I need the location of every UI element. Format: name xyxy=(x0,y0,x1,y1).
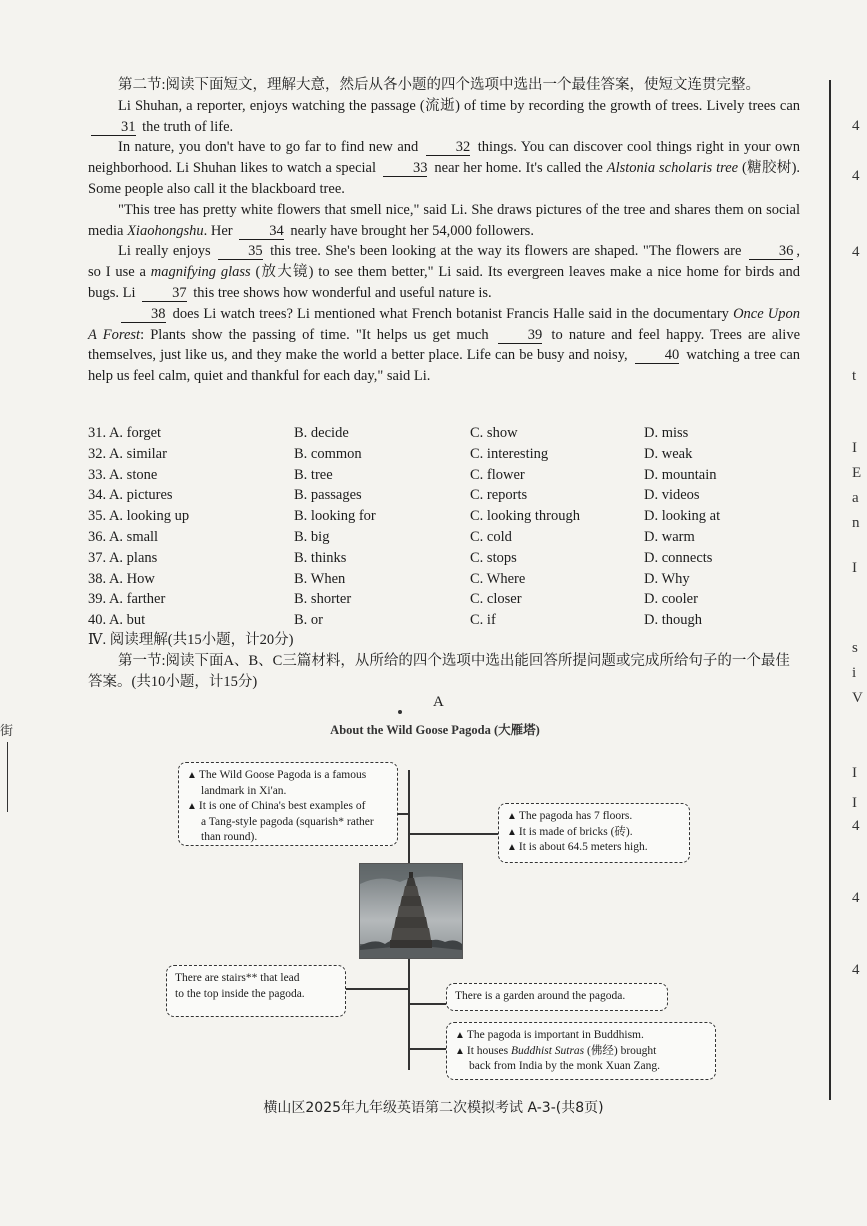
option-d[interactable]: D. weak xyxy=(644,445,693,462)
answer-options xyxy=(88,425,808,633)
text: The Wild Goose Pagoda is a famous xyxy=(198,769,367,781)
fact-box-landmark xyxy=(178,762,398,846)
option-c[interactable]: C. reports xyxy=(470,487,528,504)
option-c[interactable]: C. stops xyxy=(470,549,517,566)
italic-text: Alstonia scholaris tree xyxy=(606,160,739,177)
right-mark: I xyxy=(852,765,857,781)
paragraph-3 xyxy=(88,200,800,242)
text: to nature and feel happy. Trees are alive themselves, just like us, and they make the world a better place. Life can be busy and noisy, xyxy=(88,326,801,364)
option-c[interactable]: C. if xyxy=(470,612,496,629)
option-c[interactable]: C. cold xyxy=(470,528,512,545)
text: watching a tree can help us feel calm, quiet and thankful for each day," said Li. xyxy=(88,347,801,385)
text: this tree shows how wonderful and useful nature is. xyxy=(193,284,492,301)
text: . Her xyxy=(203,222,233,239)
paragraph-5 xyxy=(88,304,800,387)
option-b[interactable]: B. decide xyxy=(294,425,349,441)
right-mark: n xyxy=(852,515,860,531)
text: a Tang-style pagoda (squarish* rather xyxy=(201,815,374,828)
passage-letter: A xyxy=(433,694,444,710)
triangle-bullet-icon: ▲ xyxy=(507,811,517,822)
text: It is one of China's best examples of xyxy=(198,800,366,812)
option-c[interactable]: C. interesting xyxy=(470,445,549,462)
text: Li Shuhan, a reporter, enjoys watching the passage (流逝) of time by recording the growth of trees. Lively trees can xyxy=(118,97,800,114)
right-mark: 4 xyxy=(852,168,860,184)
option-b[interactable]: B. or xyxy=(294,612,323,629)
triangle-bullet-icon: ▲ xyxy=(507,826,517,838)
option-row-34 xyxy=(88,487,808,508)
right-mark: 4 xyxy=(852,118,860,134)
text: things. You can discover cool things right in your own neighborhood. Li Shuhan likes to watch a special xyxy=(88,139,801,177)
page-footer: 横山区2025年九年级英语第二次模拟考试 A-3-(共8页) xyxy=(263,1100,604,1116)
text: The pagoda is important in Buddhism. xyxy=(466,1029,644,1041)
connector-box4 xyxy=(408,1003,446,1005)
text: than round). xyxy=(201,831,258,843)
right-mark: V xyxy=(852,690,863,706)
section-4-instruction: 第一节:阅读下面A、B、C三篇材料，从所给的四个选项中选出能回答所提问题或完成所给句子的一个最佳答案。(共10小题，计15分) xyxy=(88,653,790,690)
text: There is a garden around the pagoda. xyxy=(455,990,626,1002)
fact-box-stairs xyxy=(166,965,346,1017)
option-b[interactable]: B. tree xyxy=(294,466,333,483)
option-a[interactable]: 33. A. stone xyxy=(88,466,158,483)
option-row-36 xyxy=(88,529,808,550)
option-d[interactable]: D. connects xyxy=(644,549,713,566)
text: nearly have brought her 54,000 followers. xyxy=(290,222,534,239)
right-mark: I xyxy=(852,795,857,811)
option-b[interactable]: B. common xyxy=(294,445,362,462)
option-row-33 xyxy=(88,467,808,488)
text: The pagoda has 7 floors. xyxy=(518,810,633,822)
option-a[interactable]: 35. A. looking up xyxy=(88,508,190,525)
option-a[interactable]: 38. A. How xyxy=(88,570,155,587)
right-mark: a xyxy=(852,490,859,506)
option-d[interactable]: D. cooler xyxy=(644,591,698,608)
right-mark: t xyxy=(852,368,857,384)
triangle-bullet-icon: ▲ xyxy=(455,1030,465,1041)
option-row-38 xyxy=(88,571,808,592)
option-c[interactable]: C. show xyxy=(470,425,518,441)
text: this tree. She's been looking at the way its flowers are shaped. "The flowers are xyxy=(270,243,742,260)
blank-37[interactable]: 37 xyxy=(142,285,187,302)
triangle-bullet-icon: ▲ xyxy=(187,801,197,812)
right-mark: I xyxy=(852,440,857,456)
text: Li really enjoys xyxy=(118,243,211,260)
triangle-bullet-icon: ▲ xyxy=(455,1045,465,1057)
section-4-title: Ⅳ. 阅读理解(共15小题，计20分) xyxy=(88,632,294,648)
right-mark: I xyxy=(852,560,857,576)
right-mark: 4 xyxy=(852,890,860,906)
option-b[interactable]: B. passages xyxy=(294,487,362,504)
blank-33[interactable]: 33 xyxy=(383,160,428,177)
right-margin-rule xyxy=(829,80,831,1100)
option-d[interactable]: D. warm xyxy=(644,528,695,545)
italic-text: Xiaohongshu xyxy=(127,222,204,239)
blank-32[interactable]: 32 xyxy=(426,139,471,156)
pagoda-photo xyxy=(359,863,463,959)
option-a[interactable]: 37. A. plans xyxy=(88,549,158,566)
italic-text: Buddhist Sutras xyxy=(511,1044,585,1057)
blank-31[interactable]: 31 xyxy=(91,119,136,136)
italic-text: Once Upon A Forest xyxy=(88,305,801,343)
text: (佛经) brought xyxy=(587,1044,657,1057)
blank-38[interactable]: 38 xyxy=(121,306,166,323)
option-d[interactable]: D. videos xyxy=(644,487,700,504)
blank-36[interactable]: 36 xyxy=(749,243,794,260)
blank-35[interactable]: 35 xyxy=(218,243,263,260)
text: (糖胶树). Some people also call it the blackboard tree. xyxy=(88,160,801,197)
right-mark: 4 xyxy=(852,818,860,834)
text: In nature, you don't have to go far to find new and xyxy=(118,139,419,156)
text: It is about 64.5 meters high. xyxy=(518,841,648,853)
text: the truth of life. xyxy=(142,118,234,135)
option-d[interactable]: D. miss xyxy=(644,425,689,441)
connector-box1 xyxy=(398,813,408,815)
option-c[interactable]: C. flower xyxy=(470,466,525,483)
option-c[interactable]: C. closer xyxy=(470,591,522,608)
option-a[interactable]: 40. A. but xyxy=(88,612,146,629)
option-d[interactable]: D. looking at xyxy=(644,508,721,525)
diagram-title: About the Wild Goose Pagoda (大雁塔) xyxy=(330,723,540,737)
text: near her home. It's called the xyxy=(434,160,603,177)
option-b[interactable]: B. shorter xyxy=(294,591,352,608)
text: landmark in Xi'an. xyxy=(201,784,287,797)
fact-item xyxy=(455,1044,707,1060)
fact-item xyxy=(507,840,681,856)
option-d[interactable]: D. though xyxy=(644,612,702,629)
connector-box3 xyxy=(345,988,408,990)
text: There are stairs** that lead xyxy=(175,972,300,984)
paragraph-1 xyxy=(88,96,800,138)
blank-34[interactable]: 34 xyxy=(239,223,284,240)
right-mark: 4 xyxy=(852,244,860,260)
connector-box5 xyxy=(408,1048,446,1050)
text: "This tree has pretty white flowers that smell nice," said Li. She draws pictures of the tree and shares them on social media xyxy=(88,201,800,239)
text: It houses xyxy=(466,1044,509,1057)
option-a[interactable]: 32. A. similar xyxy=(88,445,167,462)
option-row-35 xyxy=(88,508,808,529)
section-4 xyxy=(88,630,800,693)
option-c[interactable]: C. looking through xyxy=(470,508,580,525)
fact-box-garden xyxy=(446,983,668,1011)
pagoda-image xyxy=(360,864,462,958)
option-row-37 xyxy=(88,550,808,571)
option-a[interactable]: 39. A. farther xyxy=(88,591,166,608)
fact-box-structure xyxy=(498,803,690,863)
option-d[interactable]: D. Why xyxy=(644,570,690,587)
fact-item xyxy=(187,799,389,815)
binding-line xyxy=(7,742,8,812)
fact-box-buddhism xyxy=(446,1022,716,1080)
option-row-39 xyxy=(88,591,808,612)
right-mark: 4 xyxy=(852,962,860,978)
blank-40[interactable]: 40 xyxy=(635,347,680,364)
option-c[interactable]: C. Where xyxy=(470,570,526,587)
blank-39[interactable]: 39 xyxy=(498,327,543,344)
fact-item xyxy=(507,825,681,841)
option-b[interactable]: B. thinks xyxy=(294,549,347,566)
triangle-bullet-icon: ▲ xyxy=(507,842,517,853)
text: It is made of bricks (砖). xyxy=(518,825,633,838)
italic-text: magnifying glass xyxy=(150,264,251,281)
connector-box2 xyxy=(408,833,498,835)
option-b[interactable]: B. looking for xyxy=(294,508,376,525)
option-a[interactable]: 34. A. pictures xyxy=(88,487,173,504)
right-mark: s xyxy=(852,640,858,656)
option-row-32 xyxy=(88,446,808,467)
option-a[interactable]: 36. A. small xyxy=(88,528,159,545)
option-a[interactable]: 31. A. forget xyxy=(88,425,162,441)
option-row-31 xyxy=(88,425,808,446)
option-b[interactable]: B. When xyxy=(294,570,346,587)
triangle-bullet-icon: ▲ xyxy=(187,770,197,781)
option-b[interactable]: B. big xyxy=(294,528,330,545)
paragraph-2 xyxy=(88,137,800,199)
fact-item xyxy=(187,768,389,784)
left-mark: 街 xyxy=(0,723,14,738)
section-heading: 第二节:阅读下面短文，理解大意，然后从各小题的四个选项中选出一个最佳答案，使短文连贯完整。 xyxy=(118,77,761,93)
right-mark: i xyxy=(852,665,857,681)
text: , so I use a xyxy=(88,243,800,281)
text: does Li watch trees? Li mentioned what French botanist Francis Halle said in the documentary xyxy=(172,305,729,322)
text: to the top inside the pagoda. xyxy=(175,987,305,1000)
text: (放大镜) to see them better," Li said. Its evergreen leaves make a nice home for birds and bugs. Li xyxy=(88,264,800,301)
paragraph-4 xyxy=(88,241,800,303)
fact-item xyxy=(455,1028,707,1044)
dot-mark xyxy=(398,710,402,714)
option-d[interactable]: D. mountain xyxy=(644,466,717,483)
text: back from India by the monk Xuan Zang. xyxy=(469,1060,660,1072)
cloze-passage xyxy=(88,75,800,387)
text: : Plants show the passing of time. "It helps us get much xyxy=(140,326,489,343)
right-mark: E xyxy=(852,465,862,481)
fact-item xyxy=(507,809,681,825)
